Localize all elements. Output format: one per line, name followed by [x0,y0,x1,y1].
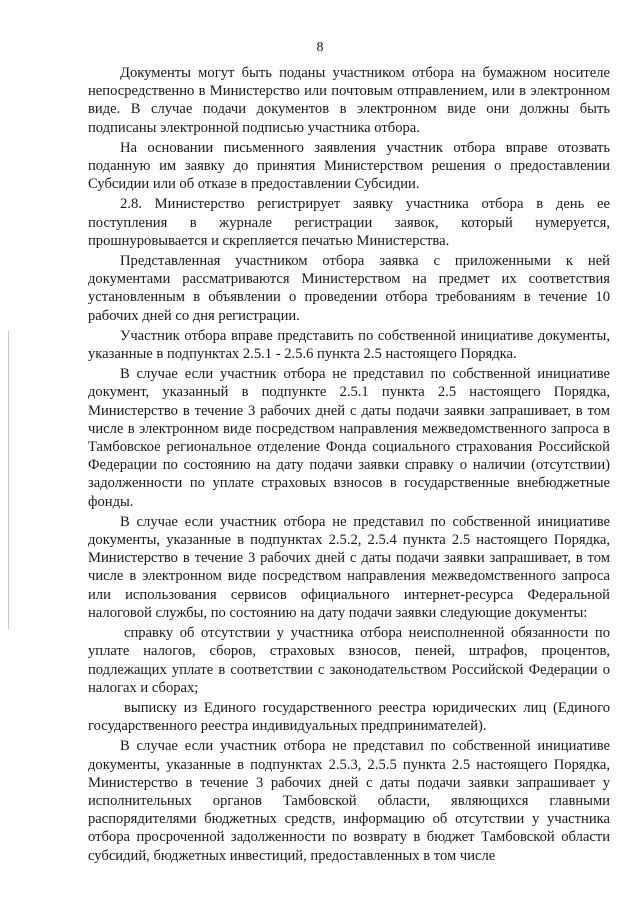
paragraph-withdraw-application: На основании письменного заявления участник отбора вправе отозвать поданную им заявку до принятия Министерством решения о предоставлении Субсидии или об отказе в предоставлении Субсидии. [88,139,610,193]
list-item-registry-extract: выписку из Единого государственного реестра юридических лиц (Единого государственного реестра индивидуальных предпринимателей). [88,699,610,735]
list-item-tax-certificate: справку об отсутствии у участника отбора неисполненной обязанности по уплате налогов, сборов, страховых взносов, пеней, штрафов, процентов, подлежащих уплате в соответствии с законодательством Российской Федерации о налогах и сборах; [88,625,610,696]
paragraph-request-2-5-1: В случае если участник отбора не представил по собственной инициативе документ, указанный в подпункте 2.5.1 пункта 2.5 настоящего Порядка, Министерство в течение 3 рабочих дней с даты подачи заявки запрашивает, в том числе в электронном виде посредством направления межведомственного запроса в Тамбовское региональное отделение Фонда социального страхования Российской Федерации по состоянию на дату подачи заявки справку о наличии (отсутствии) задолженности по уплате страховых взносов в государственные внебюджетные фонды. [88,366,610,510]
paragraph-own-initiative: Участник отбора вправе представить по собственной инициативе документы, указанные в подпунктах 2.5.1 - 2.5.6 пункта 2.5 настоящего Порядка. [88,327,610,363]
document-body [88,64,610,865]
paragraph-request-2-5-3-2-5-5: В случае если участник отбора не представил по собственной инициативе документы, указанные в подпунктах 2.5.3, 2.5.5 пункта 2.5 настоящего Порядка, Министерство в течение 3 рабочих дней с даты подачи заявки запрашивает у исполнительных органов Тамбовской области, являющихся главными распорядителями бюджетных средств, информацию об отсутствии у участника отбора просроченной задолженности по возврату в бюджет Тамбовской области субсидий, бюджетных инвестиций, предоставленных в том числе [88,738,610,864]
page-number: 8 [316,40,324,55]
paragraph-request-2-5-2-2-5-4: В случае если участник отбора не представил по собственной инициативе документы, указанные в подпунктах 2.5.2, 2.5.4 пункта 2.5 настоящего Порядка, Министерство в течение 3 рабочих дней с даты подачи заявки запрашивает, в том числе в электронном виде посредством направления межведомственного запроса или использования сервисов официального интернет-ресурса Федеральной налоговой службы, по состоянию на дату подачи заявки следующие документы: [88,513,610,621]
paragraph-submission-methods: Документы могут быть поданы участником отбора на бумажном носителе непосредственно в Министерство или почтовым отправлением, или в электронном виде. В случае подачи документов в электронном виде они должны быть подписаны электронной подписью участника отбора. [88,65,610,136]
paragraph-review-period: Представленная участником отбора заявка с приложенными к ней документами рассматриваются Министерством на предмет их соответствия установленным в объявлении о проведении отбора требованиям в течение 10 рабочих дней со дня регистрации. [88,253,610,324]
paragraph-2-8-registration: 2.8. Министерство регистрирует заявку участника отбора в день ее поступления в журнале регистрации заявок, который нумеруется, прошнуровывается и скрепляется печатью Министерства. [88,196,610,249]
scan-margin-line [8,330,9,630]
